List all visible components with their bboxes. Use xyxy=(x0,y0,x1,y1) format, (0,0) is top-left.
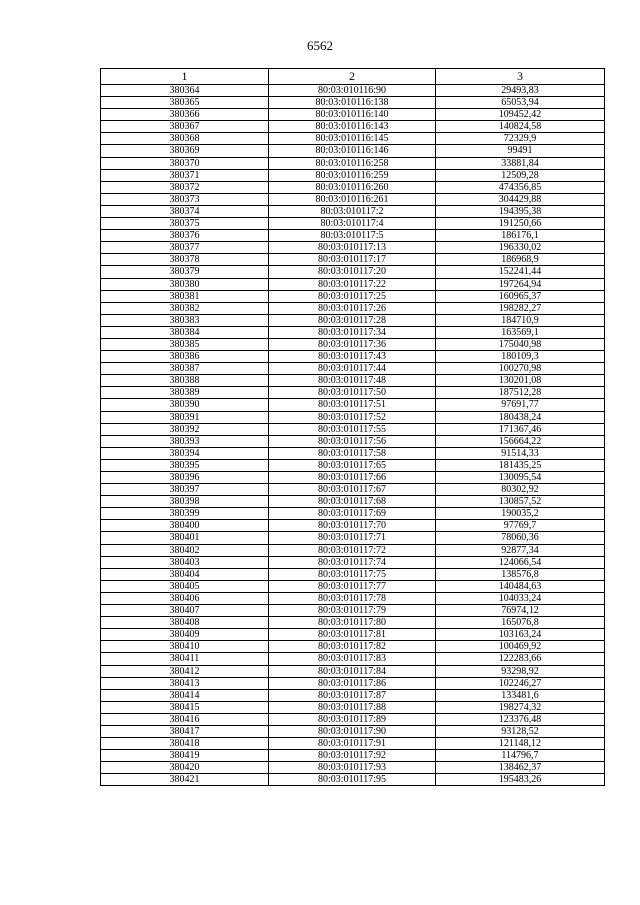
cell-cadastral-number: 80:03:010117:83 xyxy=(269,653,436,665)
cell-value: 191250,66 xyxy=(436,218,605,230)
cell-value: 198282,27 xyxy=(436,302,605,314)
cell-cadastral-number: 80:03:010117:91 xyxy=(269,738,436,750)
cell-value: 104033,24 xyxy=(436,592,605,604)
cell-value: 138576,8 xyxy=(436,568,605,580)
table-row xyxy=(101,157,605,169)
cell-record-number: 380416 xyxy=(101,713,269,725)
cell-value: 160965,37 xyxy=(436,290,605,302)
cell-record-number: 380409 xyxy=(101,629,269,641)
cell-value: 195483,26 xyxy=(436,774,605,786)
cell-value: 100270,98 xyxy=(436,363,605,375)
cell-value: 186968,9 xyxy=(436,254,605,266)
cell-record-number: 380415 xyxy=(101,701,269,713)
table-row xyxy=(101,641,605,653)
cell-record-number: 380383 xyxy=(101,314,269,326)
cell-record-number: 380401 xyxy=(101,532,269,544)
table-row xyxy=(101,85,605,97)
cell-cadastral-number: 80:03:010116:90 xyxy=(269,85,436,97)
cell-record-number: 380388 xyxy=(101,375,269,387)
table-row xyxy=(101,774,605,786)
cell-cadastral-number: 80:03:010117:17 xyxy=(269,254,436,266)
table-row xyxy=(101,254,605,266)
cell-cadastral-number: 80:03:010117:71 xyxy=(269,532,436,544)
cell-cadastral-number: 80:03:010117:67 xyxy=(269,484,436,496)
cell-value: 163569,1 xyxy=(436,326,605,338)
table-row xyxy=(101,629,605,641)
cell-value: 92877,34 xyxy=(436,544,605,556)
table-row xyxy=(101,363,605,375)
cell-record-number: 380385 xyxy=(101,338,269,350)
cell-value: 123376,48 xyxy=(436,713,605,725)
table-row xyxy=(101,351,605,363)
cell-value: 194395,38 xyxy=(436,205,605,217)
cell-cadastral-number: 80:03:010116:146 xyxy=(269,145,436,157)
cell-value: 76974,12 xyxy=(436,605,605,617)
table-row xyxy=(101,326,605,338)
cell-cadastral-number: 80:03:010117:82 xyxy=(269,641,436,653)
table-row xyxy=(101,109,605,121)
cell-record-number: 380402 xyxy=(101,544,269,556)
cell-value: 138462,37 xyxy=(436,762,605,774)
table-row xyxy=(101,435,605,447)
cell-value: 91514,33 xyxy=(436,447,605,459)
cell-record-number: 380379 xyxy=(101,266,269,278)
cell-record-number: 380390 xyxy=(101,399,269,411)
table-row xyxy=(101,496,605,508)
cell-cadastral-number: 80:03:010117:52 xyxy=(269,411,436,423)
cell-record-number: 380403 xyxy=(101,556,269,568)
cell-cadastral-number: 80:03:010117:79 xyxy=(269,605,436,617)
table-row xyxy=(101,544,605,556)
cell-cadastral-number: 80:03:010116:145 xyxy=(269,133,436,145)
cell-record-number: 380421 xyxy=(101,774,269,786)
cell-cadastral-number: 80:03:010117:34 xyxy=(269,326,436,338)
cell-value: 93128,52 xyxy=(436,725,605,737)
table-row xyxy=(101,665,605,677)
cell-cadastral-number: 80:03:010117:2 xyxy=(269,205,436,217)
table-row xyxy=(101,738,605,750)
table-row xyxy=(101,701,605,713)
table-row xyxy=(101,290,605,302)
cell-record-number: 380369 xyxy=(101,145,269,157)
table-row xyxy=(101,218,605,230)
column-header-2: 2 xyxy=(269,69,436,85)
cell-value: 171367,46 xyxy=(436,423,605,435)
cell-cadastral-number: 80:03:010117:68 xyxy=(269,496,436,508)
cell-cadastral-number: 80:03:010117:80 xyxy=(269,617,436,629)
cell-value: 103163,24 xyxy=(436,629,605,641)
cell-record-number: 380394 xyxy=(101,447,269,459)
cell-cadastral-number: 80:03:010117:87 xyxy=(269,689,436,701)
cell-record-number: 380389 xyxy=(101,387,269,399)
table-body xyxy=(101,85,605,786)
cell-value: 130095,54 xyxy=(436,472,605,484)
table-row xyxy=(101,580,605,592)
table-row xyxy=(101,411,605,423)
table-row xyxy=(101,532,605,544)
cell-cadastral-number: 80:03:010117:58 xyxy=(269,447,436,459)
cell-value: 80302,92 xyxy=(436,484,605,496)
cell-record-number: 380372 xyxy=(101,181,269,193)
cell-record-number: 380370 xyxy=(101,157,269,169)
cell-record-number: 380420 xyxy=(101,762,269,774)
table-row xyxy=(101,447,605,459)
cell-value: 187512,28 xyxy=(436,387,605,399)
cell-value: 124066,54 xyxy=(436,556,605,568)
cell-value: 140484,63 xyxy=(436,580,605,592)
table-row xyxy=(101,689,605,701)
cell-record-number: 380380 xyxy=(101,278,269,290)
cell-value: 165076,8 xyxy=(436,617,605,629)
cell-record-number: 380407 xyxy=(101,605,269,617)
cell-cadastral-number: 80:03:010117:43 xyxy=(269,351,436,363)
cell-cadastral-number: 80:03:010117:20 xyxy=(269,266,436,278)
table-row xyxy=(101,302,605,314)
table-row xyxy=(101,145,605,157)
cell-record-number: 380387 xyxy=(101,363,269,375)
cell-cadastral-number: 80:03:010117:81 xyxy=(269,629,436,641)
cell-value: 140824,58 xyxy=(436,121,605,133)
cell-cadastral-number: 80:03:010117:13 xyxy=(269,242,436,254)
cell-cadastral-number: 80:03:010116:258 xyxy=(269,157,436,169)
cell-cadastral-number: 80:03:010117:74 xyxy=(269,556,436,568)
table-row xyxy=(101,338,605,350)
cell-record-number: 380405 xyxy=(101,580,269,592)
cell-cadastral-number: 80:03:010117:51 xyxy=(269,399,436,411)
cell-value: 181435,25 xyxy=(436,459,605,471)
cell-cadastral-number: 80:03:010116:138 xyxy=(269,97,436,109)
cell-cadastral-number: 80:03:010117:26 xyxy=(269,302,436,314)
page-number: 6562 xyxy=(307,38,333,53)
cell-value: 93298,92 xyxy=(436,665,605,677)
cell-record-number: 380373 xyxy=(101,193,269,205)
cell-cadastral-number: 80:03:010116:261 xyxy=(269,193,436,205)
cell-record-number: 380417 xyxy=(101,725,269,737)
table-row xyxy=(101,568,605,580)
cell-cadastral-number: 80:03:010117:88 xyxy=(269,701,436,713)
cell-cadastral-number: 80:03:010117:22 xyxy=(269,278,436,290)
cell-record-number: 380384 xyxy=(101,326,269,338)
cell-value: 97691,77 xyxy=(436,399,605,411)
table-row xyxy=(101,725,605,737)
cell-value: 180438,24 xyxy=(436,411,605,423)
cell-record-number: 380368 xyxy=(101,133,269,145)
cell-value: 99491 xyxy=(436,145,605,157)
cell-cadastral-number: 80:03:010117:77 xyxy=(269,580,436,592)
table-row xyxy=(101,459,605,471)
cell-cadastral-number: 80:03:010117:89 xyxy=(269,713,436,725)
cell-record-number: 380400 xyxy=(101,520,269,532)
table-row xyxy=(101,242,605,254)
cell-cadastral-number: 80:03:010117:93 xyxy=(269,762,436,774)
table-row xyxy=(101,617,605,629)
cell-record-number: 380404 xyxy=(101,568,269,580)
table-row xyxy=(101,230,605,242)
table-row xyxy=(101,677,605,689)
cell-record-number: 380374 xyxy=(101,205,269,217)
table-row xyxy=(101,713,605,725)
cell-value: 180109,3 xyxy=(436,351,605,363)
cell-cadastral-number: 80:03:010117:36 xyxy=(269,338,436,350)
cell-value: 133481,6 xyxy=(436,689,605,701)
cell-cadastral-number: 80:03:010116:259 xyxy=(269,169,436,181)
data-table xyxy=(100,68,605,786)
table-row xyxy=(101,472,605,484)
cell-record-number: 380410 xyxy=(101,641,269,653)
table-row xyxy=(101,181,605,193)
cell-value: 114796,7 xyxy=(436,750,605,762)
cell-value: 72329,9 xyxy=(436,133,605,145)
cell-value: 197264,94 xyxy=(436,278,605,290)
cell-cadastral-number: 80:03:010117:28 xyxy=(269,314,436,326)
table-row xyxy=(101,520,605,532)
cell-cadastral-number: 80:03:010117:75 xyxy=(269,568,436,580)
table-row xyxy=(101,314,605,326)
cell-cadastral-number: 80:03:010117:4 xyxy=(269,218,436,230)
cell-value: 109452,42 xyxy=(436,109,605,121)
table-row xyxy=(101,750,605,762)
cell-value: 122283,66 xyxy=(436,653,605,665)
cell-value: 196330,02 xyxy=(436,242,605,254)
cell-record-number: 380411 xyxy=(101,653,269,665)
cell-value: 78060,36 xyxy=(436,532,605,544)
cell-record-number: 380364 xyxy=(101,85,269,97)
cell-cadastral-number: 80:03:010117:25 xyxy=(269,290,436,302)
cell-value: 152241,44 xyxy=(436,266,605,278)
cell-value: 198274,32 xyxy=(436,701,605,713)
table-row xyxy=(101,266,605,278)
cell-cadastral-number: 80:03:010117:65 xyxy=(269,459,436,471)
table-row xyxy=(101,484,605,496)
cell-record-number: 380378 xyxy=(101,254,269,266)
cell-value: 190035,2 xyxy=(436,508,605,520)
table-row xyxy=(101,423,605,435)
cell-record-number: 380381 xyxy=(101,290,269,302)
cell-value: 156664,22 xyxy=(436,435,605,447)
cell-record-number: 380396 xyxy=(101,472,269,484)
cell-cadastral-number: 80:03:010116:143 xyxy=(269,121,436,133)
cell-value: 102246,27 xyxy=(436,677,605,689)
table-row xyxy=(101,605,605,617)
cell-record-number: 380399 xyxy=(101,508,269,520)
cell-cadastral-number: 80:03:010117:92 xyxy=(269,750,436,762)
cell-value: 121148,12 xyxy=(436,738,605,750)
cell-cadastral-number: 80:03:010117:48 xyxy=(269,375,436,387)
table-row xyxy=(101,97,605,109)
cell-record-number: 380419 xyxy=(101,750,269,762)
cell-cadastral-number: 80:03:010117:56 xyxy=(269,435,436,447)
cell-cadastral-number: 80:03:010117:84 xyxy=(269,665,436,677)
cell-record-number: 380386 xyxy=(101,351,269,363)
cell-cadastral-number: 80:03:010117:86 xyxy=(269,677,436,689)
cell-record-number: 380398 xyxy=(101,496,269,508)
cell-record-number: 380393 xyxy=(101,435,269,447)
cell-record-number: 380371 xyxy=(101,169,269,181)
table-row xyxy=(101,387,605,399)
cell-cadastral-number: 80:03:010117:90 xyxy=(269,725,436,737)
cell-record-number: 380366 xyxy=(101,109,269,121)
cell-cadastral-number: 80:03:010117:70 xyxy=(269,520,436,532)
cell-value: 184710,9 xyxy=(436,314,605,326)
cell-value: 175040,98 xyxy=(436,338,605,350)
table-row xyxy=(101,762,605,774)
cell-value: 304429,88 xyxy=(436,193,605,205)
cell-record-number: 380414 xyxy=(101,689,269,701)
cell-record-number: 380397 xyxy=(101,484,269,496)
column-header-1: 1 xyxy=(101,69,269,85)
table-row xyxy=(101,193,605,205)
table-row xyxy=(101,653,605,665)
cell-record-number: 380367 xyxy=(101,121,269,133)
cell-cadastral-number: 80:03:010117:72 xyxy=(269,544,436,556)
column-header-3: 3 xyxy=(436,69,605,85)
table-header xyxy=(101,69,605,85)
cell-value: 33881,84 xyxy=(436,157,605,169)
cell-cadastral-number: 80:03:010116:140 xyxy=(269,109,436,121)
cell-cadastral-number: 80:03:010117:50 xyxy=(269,387,436,399)
cell-cadastral-number: 80:03:010117:78 xyxy=(269,592,436,604)
cell-record-number: 380392 xyxy=(101,423,269,435)
cell-record-number: 380391 xyxy=(101,411,269,423)
cell-cadastral-number: 80:03:010117:55 xyxy=(269,423,436,435)
table-row xyxy=(101,375,605,387)
cell-value: 130857,52 xyxy=(436,496,605,508)
cell-cadastral-number: 80:03:010117:66 xyxy=(269,472,436,484)
cell-record-number: 380365 xyxy=(101,97,269,109)
table-row xyxy=(101,121,605,133)
cell-value: 65053,94 xyxy=(436,97,605,109)
cell-record-number: 380375 xyxy=(101,218,269,230)
cell-record-number: 380382 xyxy=(101,302,269,314)
cell-record-number: 380408 xyxy=(101,617,269,629)
table-row xyxy=(101,399,605,411)
cell-record-number: 380395 xyxy=(101,459,269,471)
table-row xyxy=(101,278,605,290)
cell-value: 29493,83 xyxy=(436,85,605,97)
cell-value: 97769,7 xyxy=(436,520,605,532)
cell-value: 474356,85 xyxy=(436,181,605,193)
cell-cadastral-number: 80:03:010117:44 xyxy=(269,363,436,375)
cell-record-number: 380376 xyxy=(101,230,269,242)
cell-value: 130201,08 xyxy=(436,375,605,387)
cell-record-number: 380413 xyxy=(101,677,269,689)
cell-cadastral-number: 80:03:010117:95 xyxy=(269,774,436,786)
cell-record-number: 380377 xyxy=(101,242,269,254)
cell-cadastral-number: 80:03:010117:5 xyxy=(269,230,436,242)
cell-record-number: 380412 xyxy=(101,665,269,677)
cell-value: 186176,1 xyxy=(436,230,605,242)
cell-record-number: 380406 xyxy=(101,592,269,604)
table-row xyxy=(101,205,605,217)
cell-value: 100469,92 xyxy=(436,641,605,653)
table-row xyxy=(101,508,605,520)
cell-cadastral-number: 80:03:010117:69 xyxy=(269,508,436,520)
cell-value: 12509,28 xyxy=(436,169,605,181)
table-row xyxy=(101,556,605,568)
table-row xyxy=(101,592,605,604)
header-row xyxy=(101,69,605,85)
table-row xyxy=(101,169,605,181)
cell-record-number: 380418 xyxy=(101,738,269,750)
cell-cadastral-number: 80:03:010116:260 xyxy=(269,181,436,193)
table-row xyxy=(101,133,605,145)
